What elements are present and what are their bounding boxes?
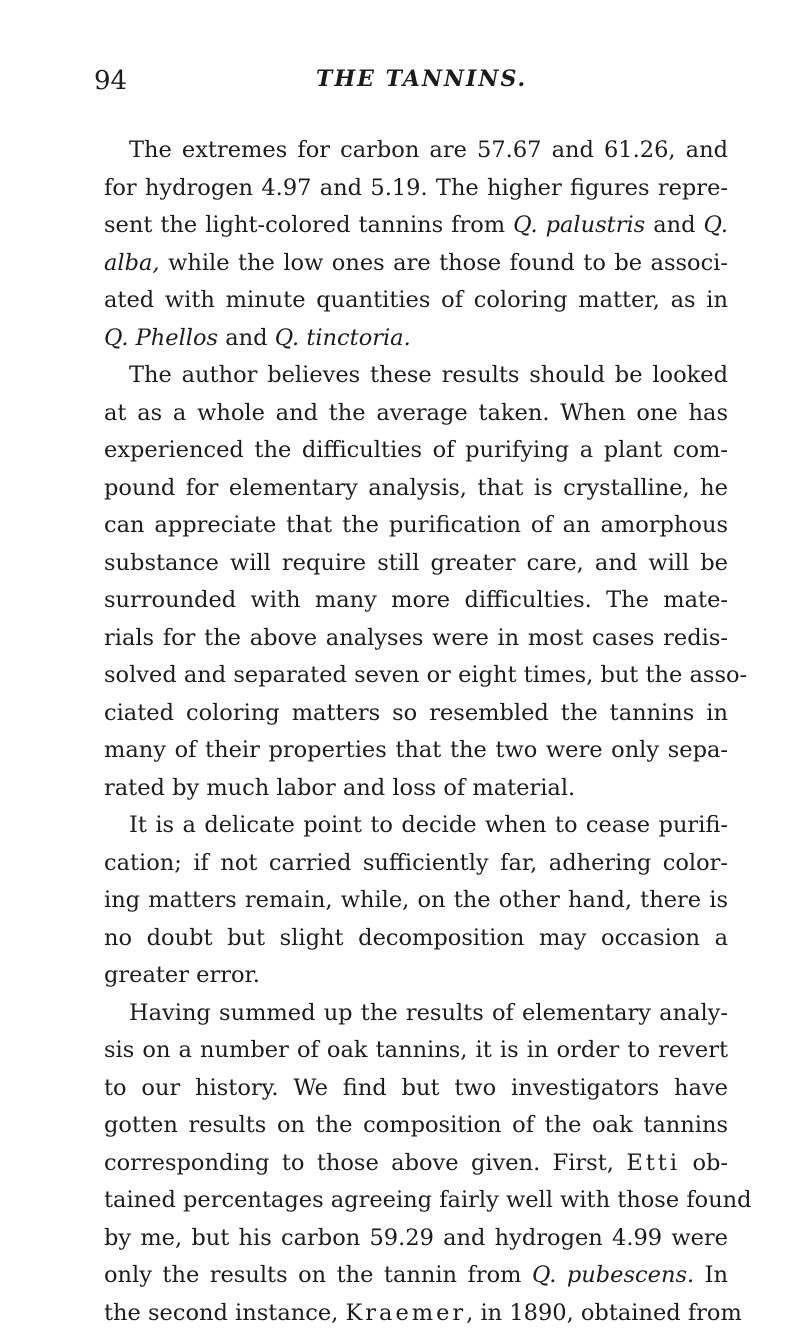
text-line: solved and separated seven or eight times, but the asso- [104, 662, 748, 688]
text-line: ciated coloring matters so resembled the tannins in [104, 699, 728, 726]
species-name: Q. tinctoria. [274, 324, 411, 351]
text-line: cation; if not carried sufficiently far, adhering color- [104, 849, 728, 876]
author-name: Etti [626, 1149, 681, 1176]
text-line: It is a delicate point to decide when to cease purifi- [129, 812, 728, 838]
text-line: Q. Phellos and Q. tinctoria. [104, 324, 411, 351]
text-line: many of their properties that the two were only sepa- [104, 737, 728, 763]
text-line: The extremes for carbon are 57.67 and 61.26, and [129, 137, 728, 163]
text-line: by me, but his carbon 59.29 and hydrogen 4.99 were [104, 1224, 728, 1251]
page-header [94, 60, 734, 100]
text-line: The author believes these results should be looked [129, 362, 728, 388]
text-line: sent the light-colored tannins from Q. palustris and Q. [104, 212, 728, 238]
species-name: Q. pubescens. [531, 1262, 695, 1288]
text-line: the second instance, Kraemer, in 1890, obtained from [104, 1299, 742, 1326]
text-line: surrounded with many more difficulties. The mate- [104, 587, 728, 613]
body-text [104, 132, 752, 1332]
text-line: to our history. We find but two investigators have [104, 1074, 728, 1101]
text-line: rials for the above analyses were in most cases redis- [104, 624, 728, 651]
text-line: greater error. [104, 962, 260, 988]
page-number: 94 [94, 66, 128, 96]
species-name: alba, [104, 249, 160, 276]
text-line: gotten results on the composition of the oak tannins [104, 1112, 728, 1138]
text-line: for hydrogen 4.97 and 5.19. The higher figures repre- [104, 174, 728, 201]
text-line: alba, while the low ones are those found to be associ- [104, 249, 728, 276]
text-line: Having summed up the results of elementary analy- [129, 999, 728, 1026]
text-line: substance will require still greater care, and will be [104, 549, 728, 576]
species-name: Q. Phellos [104, 324, 219, 351]
text-line: ing matters remain, while, on the other hand, there is [104, 887, 728, 913]
text-line: at as a whole and the average taken. When one has [104, 399, 728, 426]
author-name: Kraemer [345, 1299, 467, 1326]
text-line: rated by much labor and loss of material. [104, 774, 576, 801]
running-title: THE TANNINS. [316, 66, 528, 92]
text-line: experienced the difficulties of purifying a plant com- [104, 437, 728, 463]
species-name: Q. [703, 212, 728, 238]
text-line: no doubt but slight decomposition may occasion a [104, 924, 728, 951]
text-line: only the results on the tannin from Q. pubescens. In [104, 1262, 729, 1288]
text-line: sis on a number of oak tannins, it is in order to revert [104, 1037, 728, 1063]
text-line: tained percentages agreeing fairly well with those found [104, 1187, 752, 1213]
text-line: pound for elementary analysis, that is crystalline, he [104, 474, 728, 501]
species-name: Q. palustris [513, 212, 646, 238]
text-line: ated with minute quantities of coloring matter, as in [104, 287, 728, 313]
text-line: can appreciate that the purification of an amorphous [104, 512, 728, 538]
text-line: corresponding to those above given. First, Etti ob- [104, 1149, 728, 1176]
